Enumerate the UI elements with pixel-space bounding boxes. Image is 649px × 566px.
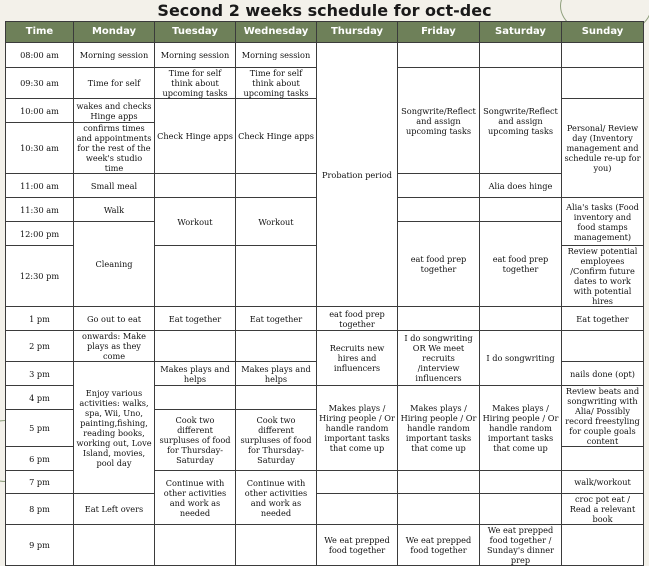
cell-thursday: eat food prep together bbox=[317, 307, 398, 331]
cell-thursday bbox=[317, 471, 398, 494]
cell-friday: I do songwriting OR We meet recruits /interview influencers bbox=[398, 331, 480, 386]
cell-saturday bbox=[480, 43, 562, 68]
cell-monday: Go out to eat bbox=[74, 307, 155, 331]
header-tuesday: Tuesday bbox=[155, 22, 236, 43]
cell-monday: Morning session bbox=[74, 43, 155, 68]
header-sunday: Sunday bbox=[562, 22, 644, 43]
cell-tuesday: Time for self think about upcoming tasks bbox=[155, 68, 236, 99]
table-row bbox=[6, 43, 644, 68]
cell-friday: eat food prep together bbox=[398, 222, 480, 307]
cell-tuesday bbox=[155, 174, 236, 198]
cell-wednesday bbox=[236, 246, 317, 307]
header-monday: Monday bbox=[74, 22, 155, 43]
schedule-table bbox=[5, 21, 644, 566]
cell-friday: Songwrite/Reflect and assign upcoming tasks bbox=[398, 68, 480, 174]
time-cell: 7 pm bbox=[6, 471, 74, 494]
cell-friday bbox=[398, 174, 480, 198]
time-cell: 2 pm bbox=[6, 331, 74, 362]
cell-thursday: We eat prepped food together bbox=[317, 525, 398, 566]
cell-wednesday: Cook two different surpluses of food for Thursday-Saturday bbox=[236, 410, 317, 471]
cell-thursday bbox=[317, 494, 398, 525]
header-saturday: Saturday bbox=[480, 22, 562, 43]
cell-sunday: croc pot eat / Read a relevant book bbox=[562, 494, 644, 525]
cell-saturday: Makes plays / Hiring people / Or handle random important tasks that come up bbox=[480, 386, 562, 471]
cell-sunday bbox=[562, 331, 644, 362]
cell-sunday: nails done (opt) bbox=[562, 362, 644, 386]
cell-friday bbox=[398, 307, 480, 331]
cell-sunday: Alia's tasks (Food inventory and food stamps management) bbox=[562, 198, 644, 246]
cell-saturday: We eat prepped food together / Sunday's dinner prep bbox=[480, 525, 562, 566]
header-wednesday: Wednesday bbox=[236, 22, 317, 43]
header-thursday: Thursday bbox=[317, 22, 398, 43]
cell-monday: Walk bbox=[74, 198, 155, 222]
time-cell: 12:00 pm bbox=[6, 222, 74, 246]
time-cell: 9 pm bbox=[6, 525, 74, 566]
table-row bbox=[6, 525, 644, 566]
cell-tuesday: Cook two different surpluses of food for Thursday-Saturday bbox=[155, 410, 236, 471]
cell-friday: We eat prepped food together bbox=[398, 525, 480, 566]
cell-friday bbox=[398, 471, 480, 494]
cell-monday: wakes and checks Hinge apps bbox=[74, 99, 155, 123]
cell-tuesday bbox=[155, 246, 236, 307]
cell-saturday: I do songwriting bbox=[480, 331, 562, 386]
time-cell: 10:30 am bbox=[6, 123, 74, 174]
cell-tuesday: Makes plays and helps bbox=[155, 362, 236, 386]
cell-wednesday bbox=[236, 386, 317, 410]
cell-monday: onwards: Make plays as they come bbox=[74, 331, 155, 362]
page-title: Second 2 weeks schedule for oct-dec bbox=[157, 1, 492, 20]
cell-monday bbox=[74, 525, 155, 566]
cell-wednesday: Makes plays and helps bbox=[236, 362, 317, 386]
time-cell: 11:00 am bbox=[6, 174, 74, 198]
cell-sunday bbox=[562, 43, 644, 68]
table-row bbox=[6, 331, 644, 362]
cell-monday: Cleaning bbox=[74, 222, 155, 307]
time-cell: 5 pm bbox=[6, 410, 74, 447]
cell-tuesday: Workout bbox=[155, 198, 236, 246]
cell-saturday: eat food prep together bbox=[480, 222, 562, 307]
cell-tuesday bbox=[155, 525, 236, 566]
time-cell: 6 pm bbox=[6, 447, 74, 471]
cell-sunday bbox=[562, 68, 644, 99]
table-row bbox=[6, 494, 644, 525]
cell-saturday bbox=[480, 471, 562, 494]
cell-monday: Eat Left overs bbox=[74, 494, 155, 525]
cell-tuesday: Eat together bbox=[155, 307, 236, 331]
cell-monday: confirms times and appointments for the rest of the week's studio time bbox=[74, 123, 155, 174]
cell-friday: Makes plays / Hiring people / Or handle random important tasks that come up bbox=[398, 386, 480, 471]
time-cell: 4 pm bbox=[6, 386, 74, 410]
cell-saturday: Alia does hinge bbox=[480, 174, 562, 198]
time-cell: 09:30 am bbox=[6, 68, 74, 99]
time-cell: 3 pm bbox=[6, 362, 74, 386]
cell-tuesday: Morning session bbox=[155, 43, 236, 68]
header-row bbox=[6, 22, 644, 43]
cell-sunday: Eat together bbox=[562, 307, 644, 331]
cell-wednesday: Eat together bbox=[236, 307, 317, 331]
cell-sunday: Review beats and songwriting with Alia/ Possibly record freestyling for couple goals content bbox=[562, 386, 644, 447]
time-cell: 11:30 am bbox=[6, 198, 74, 222]
time-cell: 12:30 pm bbox=[6, 246, 74, 307]
time-cell: 1 pm bbox=[6, 307, 74, 331]
cell-thursday: Probation period bbox=[317, 43, 398, 307]
cell-wednesday: Check Hinge apps bbox=[236, 99, 317, 174]
cell-friday bbox=[398, 494, 480, 525]
time-cell: 08:00 am bbox=[6, 43, 74, 68]
cell-tuesday: Continue with other activities and work as needed bbox=[155, 471, 236, 525]
cell-saturday bbox=[480, 307, 562, 331]
cell-sunday: Review potential employees /Confirm future dates to work with potential hires bbox=[562, 246, 644, 307]
header-time: Time bbox=[6, 22, 74, 43]
table-row bbox=[6, 307, 644, 331]
cell-wednesday: Morning session bbox=[236, 43, 317, 68]
cell-saturday bbox=[480, 198, 562, 222]
cell-friday bbox=[398, 198, 480, 222]
cell-saturday: Songwrite/Reflect and assign upcoming tasks bbox=[480, 68, 562, 174]
header-friday: Friday bbox=[398, 22, 480, 43]
time-cell: 8 pm bbox=[6, 494, 74, 525]
cell-friday bbox=[398, 43, 480, 68]
cell-tuesday: Check Hinge apps bbox=[155, 99, 236, 174]
cell-wednesday: Continue with other activities and work as needed bbox=[236, 471, 317, 525]
cell-wednesday bbox=[236, 174, 317, 198]
cell-saturday bbox=[480, 494, 562, 525]
cell-tuesday bbox=[155, 386, 236, 410]
time-cell: 10:00 am bbox=[6, 99, 74, 123]
cell-monday: Enjoy various activities: walks, spa, Wii, Uno, painting,fishing, reading books, working out, Love Island, movies, pool day bbox=[74, 362, 155, 494]
cell-monday: Small meal bbox=[74, 174, 155, 198]
cell-sunday: walk/workout bbox=[562, 471, 644, 494]
cell-wednesday: Time for self think about upcoming tasks bbox=[236, 68, 317, 99]
cell-wednesday: Workout bbox=[236, 198, 317, 246]
cell-thursday: Recruits new hires and influencers bbox=[317, 331, 398, 386]
cell-monday: Time for self bbox=[74, 68, 155, 99]
cell-thursday: Makes plays / Hiring people / Or handle random important tasks that come up bbox=[317, 386, 398, 471]
cell-sunday bbox=[562, 525, 644, 566]
cell-wednesday bbox=[236, 525, 317, 566]
cell-sunday: Personal/ Review day (Inventory management and schedule re-up for you) bbox=[562, 99, 644, 198]
cell-wednesday bbox=[236, 331, 317, 362]
cell-tuesday bbox=[155, 331, 236, 362]
